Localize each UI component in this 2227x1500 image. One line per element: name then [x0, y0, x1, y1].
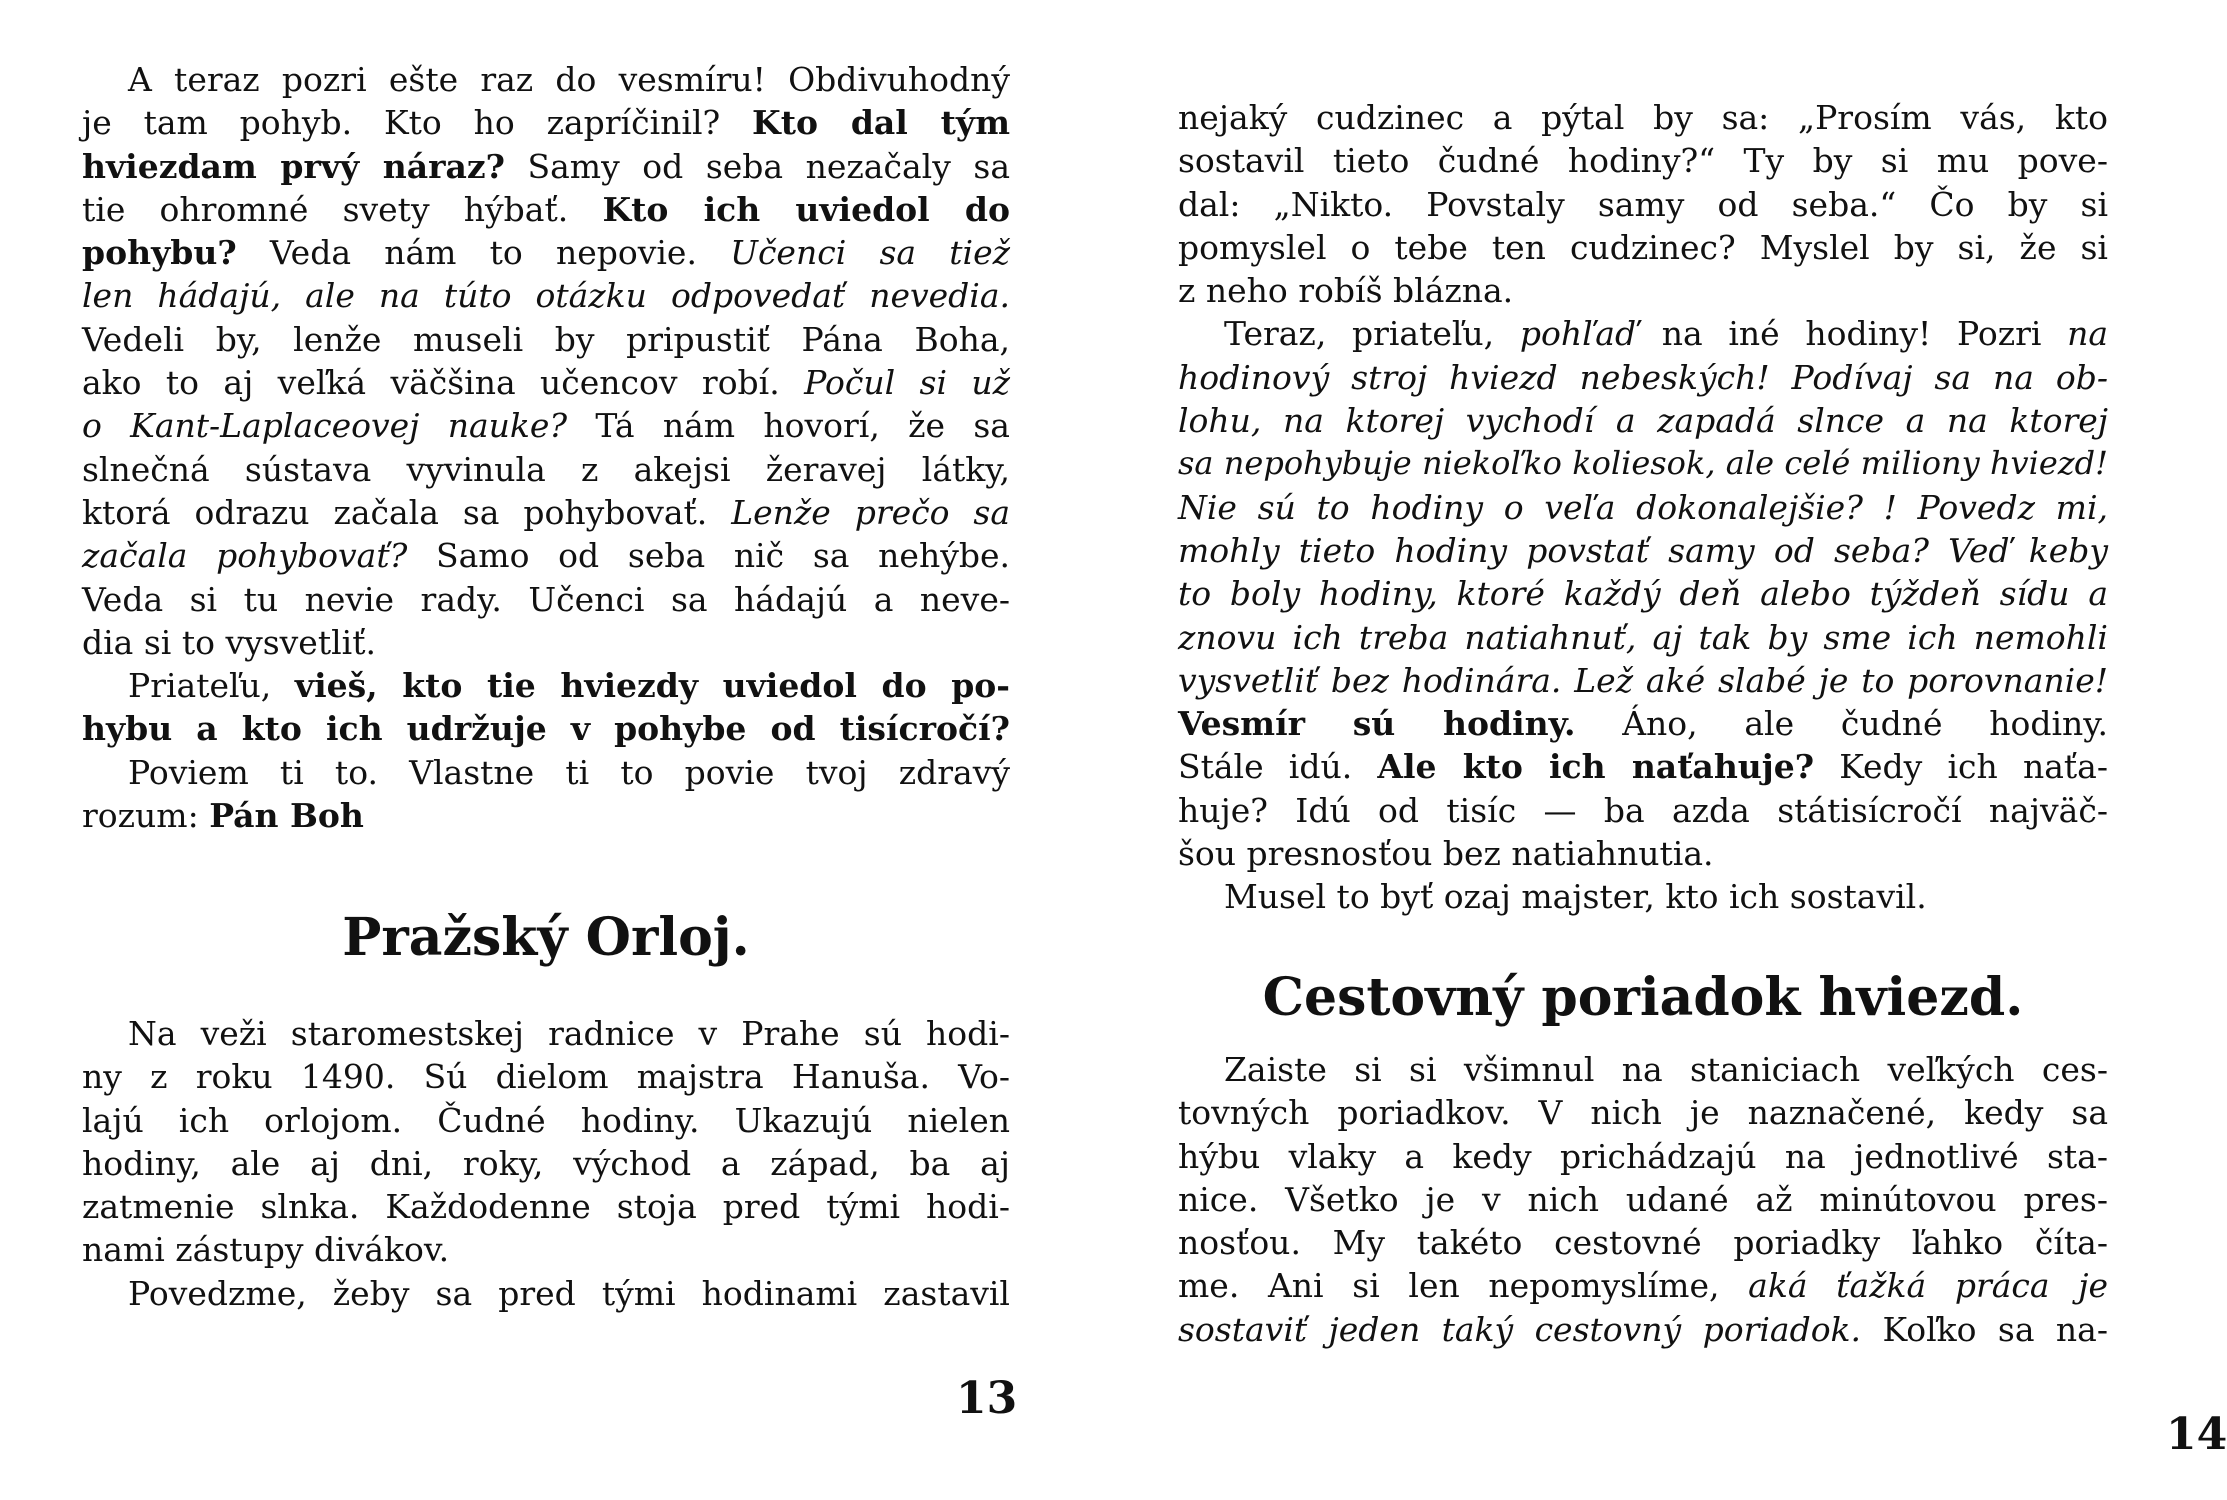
- text-line: [82, 58, 1010, 101]
- text-line: [82, 1228, 1010, 1271]
- italic-run: mohly tieto hodiny povstať samy od seba? Veď keby: [1178, 530, 2108, 570]
- text-line: [82, 274, 1010, 317]
- text-line: [1178, 745, 2108, 788]
- text-line: [1178, 486, 2108, 529]
- italic-run: Nie sú to hodiny o veľa dokonalejšie? ! Povedz mi,: [1178, 487, 2108, 527]
- text-line: [1178, 1135, 2108, 1178]
- italic-run: lohu, na ktorej vychodí a zapadá slnce a na ktorej: [1178, 401, 2108, 441]
- text-run: ny z roku 1490. Sú dielom majstra Hanuša. Vo-: [82, 1057, 1010, 1097]
- italic-run: aká ťažká práca je: [1748, 1266, 2108, 1306]
- text-run: na iné hodiny! Pozri: [1636, 314, 2068, 354]
- text-run: nice. Všetko je v nich udané až minútovou pres-: [1178, 1179, 2108, 1219]
- text-run: dia si to vysvetliť.: [82, 622, 376, 662]
- italic-run: Lenže prečo sa: [731, 492, 1010, 532]
- text-line: [82, 664, 1010, 707]
- italic-run: pohľaď: [1519, 314, 1637, 354]
- text-line: [1178, 183, 2108, 226]
- text-run: je tam pohyb. Kto ho zapríčinil?: [82, 103, 753, 143]
- text-run: Samo od seba nič sa nehýbe.: [407, 536, 1010, 576]
- text-line: [1178, 702, 2108, 745]
- text-run: Áno, ale čudné hodiny.: [1575, 704, 2108, 744]
- text-line: [82, 361, 1010, 404]
- text-run: ako to aj veľká väčšina učencov robí.: [82, 363, 805, 403]
- text-run: nejaký cudzinec a pýtal by sa: „Prosím vás, kto: [1178, 98, 2108, 137]
- italic-run: znovu ich treba natiahnuť, aj tak by sme ich nemohli: [1178, 617, 2108, 657]
- bold-run: Vesmír sú hodiny.: [1178, 704, 1576, 744]
- text-line: [1178, 442, 2108, 485]
- text-line: [82, 1272, 1010, 1315]
- text-line: [82, 1055, 1010, 1098]
- text-run: zatmenie slnka. Každodenne stoja pred tými hodi-: [82, 1187, 1010, 1227]
- text-run: nami zástupy divákov.: [82, 1230, 450, 1270]
- italic-run: na: [2067, 314, 2109, 354]
- italic-run: vysvetliť bez hodinára. Lež aké slabé je to porovnanie!: [1178, 660, 2108, 700]
- text-line: [82, 794, 1010, 837]
- text-line: [1178, 356, 2108, 399]
- text-line: [82, 231, 1010, 274]
- text-run: Teraz, priateľu,: [1224, 314, 1520, 354]
- text-run: sostavil tieto čudné hodiny?“ Ty by si mu pove-: [1178, 141, 2108, 181]
- text-line: [1178, 659, 2108, 702]
- text-line: [1178, 875, 2108, 918]
- bold-run: hybu a kto ich udržuje v pohybe od tisícročí?: [82, 709, 1010, 749]
- text-run: tie ohromné svety hýbať.: [82, 189, 603, 229]
- text-line: [82, 491, 1010, 534]
- bold-run: Kto ich uviedol do: [602, 189, 1010, 229]
- text-run: A teraz pozri ešte raz do vesmíru! Obdivuhodný: [128, 60, 1010, 99]
- text-line: [82, 188, 1010, 231]
- text-run: huje? Idú od tisíc — ba azda státisícročí najväč-: [1178, 790, 2108, 830]
- text-line: [1178, 312, 2108, 355]
- bold-run: Pán Boh: [209, 796, 364, 836]
- text-line: [1178, 529, 2108, 572]
- text-run: Na veži staromestskej radnice v Prahe sú hodi-: [128, 1014, 1010, 1053]
- text-run: Priateľu,: [128, 666, 295, 706]
- text-run: Veda si tu nevie rady. Učenci sa hádajú a neve-: [82, 579, 1010, 619]
- text-run: Samy od seba nezačaly sa: [504, 146, 1010, 186]
- text-line: [82, 578, 1010, 621]
- bold-run: Ale kto ich naťahuje?: [1377, 747, 1815, 787]
- text-run: nosťou. My takéto cestovné poriadky ľahko číta-: [1178, 1223, 2108, 1263]
- bold-run: Kto dal tým: [752, 103, 1010, 143]
- text-run: Veda nám to nepovie.: [236, 233, 731, 273]
- text-line: [1178, 226, 2108, 269]
- text-line: [82, 1142, 1010, 1185]
- text-line: [1178, 1178, 2108, 1221]
- text-run: hýbu vlaky a kedy prichádzajú na jednotlivé sta-: [1178, 1136, 2108, 1176]
- text-run: hodiny, ale aj dni, roky, východ a západ, ba aj: [82, 1143, 1010, 1183]
- text-line: [1178, 1308, 2108, 1351]
- text-line: [1178, 1221, 2108, 1264]
- text-line: [1178, 616, 2108, 659]
- text-line: [1178, 269, 2108, 312]
- text-run: z neho robíš blázna.: [1178, 271, 1514, 311]
- text-line: [82, 707, 1010, 750]
- text-line: [82, 534, 1010, 577]
- text-line: [1178, 1264, 2108, 1307]
- text-line: [82, 621, 1010, 664]
- text-run: Koľko sa na-: [1861, 1309, 2108, 1349]
- text-line: [1178, 1091, 2108, 1134]
- italic-run: začala pohybovať?: [82, 536, 408, 576]
- text-line: [82, 751, 1010, 794]
- italic-run: Učenci sa tiež: [730, 233, 1010, 273]
- text-run: ktorá odrazu začala sa pohybovať.: [82, 492, 732, 532]
- bold-run: pohybu?: [82, 233, 237, 273]
- italic-run: len hádajú, ale na túto otázku odpovedať nevedia.: [82, 276, 1010, 316]
- italic-run: o Kant-Laplaceovej nauke?: [82, 406, 568, 446]
- text-line: [1178, 139, 2108, 182]
- text-run: Vedeli by, lenže museli by pripustiť Pána Boha,: [82, 319, 1010, 359]
- italic-run: Počul si už: [804, 363, 1011, 403]
- section-heading: Pražský Orloj.: [342, 907, 750, 968]
- right-body-text: [1178, 1048, 2108, 1351]
- left-page: [0, 0, 1084, 1500]
- page-number: 13: [956, 1373, 1018, 1424]
- text-line: [82, 404, 1010, 447]
- text-line: [82, 1012, 1010, 1055]
- left-body-text: [82, 58, 1010, 837]
- text-line: [82, 1185, 1010, 1228]
- text-run: pomyslel o tebe ten cudzinec? Myslel by si, že si: [1178, 227, 2108, 267]
- text-run: lajú ich orlojom. Čudné hodiny. Ukazujú nielen: [82, 1100, 1010, 1140]
- text-run: Poviem ti to. Vlastne ti to povie tvoj zdravý: [128, 752, 1010, 792]
- text-run: Stále idú.: [1178, 747, 1378, 787]
- text-run: Povedzme, žeby sa pred tými hodinami zastavil: [128, 1273, 1010, 1313]
- text-run: Zaiste si si všimnul na staniciach veľkých ces-: [1224, 1050, 2108, 1089]
- italic-run: sa nepohybuje niekoľko koliesok, ale celé miliony hviezd!: [1178, 444, 2108, 483]
- text-line: [82, 448, 1010, 491]
- text-line: [1178, 572, 2108, 615]
- text-line: [1178, 96, 2108, 139]
- page-number: 14: [2166, 1409, 2227, 1460]
- italic-run: hodinový stroj hviezd nebeských! Podívaj sa na ob-: [1178, 357, 2108, 397]
- bold-run: hviezdam prvý náraz?: [82, 146, 505, 186]
- bold-run: vieš, kto tie hviezdy uviedol do po-: [294, 666, 1010, 706]
- right-page: [1084, 0, 2227, 1500]
- text-line: [1178, 789, 2108, 832]
- text-line: [82, 101, 1010, 144]
- text-run: tovných poriadkov. V nich je naznačené, kedy sa: [1178, 1093, 2108, 1133]
- italic-run: to boly hodiny, ktoré každý deň alebo týždeň sídu a: [1178, 574, 2108, 614]
- text-run: dal: „Nikto. Povstaly samy od seba.“ Čo by si: [1178, 184, 2108, 224]
- left-body-text: [82, 1012, 1010, 1315]
- text-line: [1178, 832, 2108, 875]
- text-run: slnečná sústava vyvinula z akejsi žeravej látky,: [82, 449, 1010, 489]
- text-line: [1178, 1048, 2108, 1091]
- section-heading: Cestovný poriadok hviezd.: [1262, 967, 2024, 1028]
- italic-run: sostaviť jeden taký cestovný poriadok.: [1178, 1309, 1862, 1349]
- text-run: Musel to byť ozaj majster, kto ich sostavil.: [1224, 877, 1927, 917]
- text-run: Kedy ich naťa-: [1814, 747, 2108, 787]
- right-body-text: [1178, 96, 2108, 919]
- text-run: rozum:: [82, 796, 210, 836]
- text-run: šou presnosťou bez natiahnutia.: [1178, 834, 1714, 874]
- text-run: Tá nám hovorí, že sa: [567, 406, 1010, 446]
- text-line: [82, 318, 1010, 361]
- text-line: [82, 1099, 1010, 1142]
- text-line: [82, 145, 1010, 188]
- text-run: me. Ani si len nepomyslíme,: [1178, 1266, 1749, 1306]
- text-line: [1178, 399, 2108, 442]
